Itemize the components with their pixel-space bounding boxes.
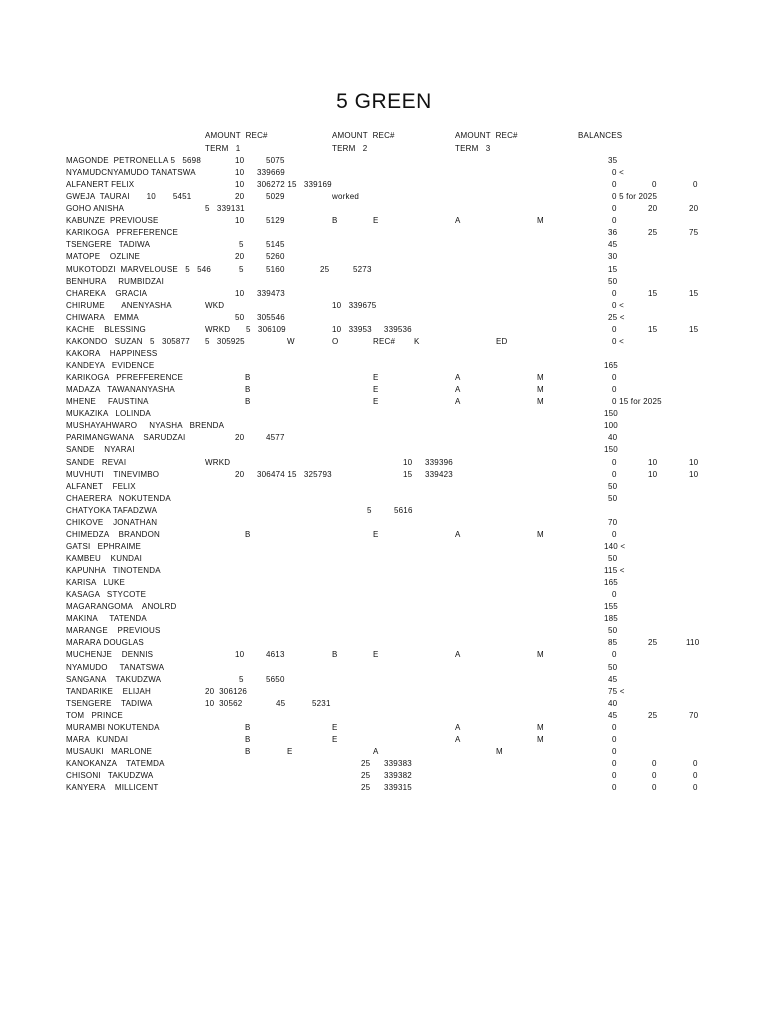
table-cell: 10 33953 339536	[332, 324, 412, 334]
table-cell: M	[496, 746, 503, 756]
table-row	[0, 506, 768, 518]
table-row	[0, 458, 768, 470]
table-cell: 15	[648, 324, 658, 334]
table-cell: 50	[608, 276, 618, 286]
column-header: AMOUNT REC#	[205, 131, 268, 140]
table-cell: E	[332, 734, 338, 744]
table-cell: M	[537, 529, 544, 539]
table-cell: 25	[648, 638, 658, 648]
table-cell: 25	[361, 759, 371, 768]
student-name: KABUNZE PREVIOUSE	[66, 216, 159, 226]
table-cell: 339396	[425, 457, 453, 467]
student-name: NYAMUDO TANATSWA	[66, 662, 165, 672]
student-name: PARIMANGWANA SARUDZAI	[66, 433, 186, 443]
table-cell: 306474 15 325793	[257, 469, 332, 479]
table-cell: E	[332, 722, 338, 732]
table-cell: B	[245, 529, 251, 539]
table-cell: 35	[608, 156, 618, 165]
student-name: MURAMBI NOKUTENDA	[66, 722, 160, 732]
table-cell: 0	[693, 783, 698, 793]
student-name: BENHURA RUMBIDZAI	[66, 276, 164, 286]
table-cell: E	[373, 650, 379, 660]
student-name: GOHO ANISHA	[66, 204, 125, 214]
table-cell: B	[245, 746, 251, 756]
column-header: TERM 2	[332, 144, 368, 153]
table-cell: 4577	[266, 433, 285, 443]
table-cell: 10	[403, 457, 413, 467]
table-cell: 15	[648, 288, 658, 298]
student-name: MUSAUKI MARLONE	[66, 746, 153, 756]
student-name: CHIMEDZA BRANDON	[66, 529, 161, 539]
table-row	[0, 735, 768, 747]
table-cell: 25	[361, 783, 371, 793]
table-row	[0, 216, 768, 228]
table-row	[0, 289, 768, 301]
student-name: TANDARIKE ELIJAH	[66, 686, 152, 696]
table-cell: E	[287, 746, 293, 756]
table-row	[0, 361, 768, 373]
student-name: SANDE NYARAI	[66, 445, 135, 455]
table-row	[0, 699, 768, 711]
table-cell: 339382	[384, 771, 412, 781]
column-header: AMOUNT REC#	[332, 131, 395, 140]
table-cell: 45	[608, 674, 618, 684]
table-cell: 185	[604, 614, 618, 624]
table-cell: 20	[648, 204, 658, 214]
table-cell: A	[455, 529, 461, 539]
table-row	[0, 337, 768, 349]
table-cell: 100	[604, 421, 618, 431]
student-name: SANGANA TAKUDZWA	[66, 674, 162, 684]
student-name: ALFANET FELIX	[66, 481, 136, 491]
student-name: KACHE BLESSING	[66, 324, 146, 334]
column-header: TERM 1	[205, 144, 241, 153]
table-row	[0, 723, 768, 735]
student-name: CHISONI TAKUDZWA	[66, 771, 154, 781]
table-cell: 5 306109	[246, 324, 286, 334]
table-row	[0, 397, 768, 409]
table-cell: 5	[239, 264, 244, 274]
table-cell: 0	[612, 204, 617, 214]
table-cell: 5273	[353, 264, 372, 274]
table-cell: 85	[608, 638, 618, 648]
table-cell: 5160	[266, 264, 285, 274]
table-cell: 0	[612, 288, 617, 298]
table-cell: 110	[686, 638, 700, 648]
table-cell: O	[332, 336, 339, 346]
table-row	[0, 192, 768, 204]
table-cell: M	[537, 373, 544, 383]
table-cell: 5	[239, 674, 244, 684]
table-cell: 0 <	[612, 300, 624, 310]
table-cell: A	[373, 746, 379, 756]
student-name: KARISA LUKE	[66, 578, 126, 588]
table-row	[0, 602, 768, 614]
student-name: MARANGE PREVIOUS	[66, 626, 161, 636]
student-name: TSENGERE TADIWA	[66, 698, 153, 708]
student-name: TOM PRINCE	[66, 710, 123, 720]
table-cell: 0	[612, 771, 617, 781]
table-row	[0, 313, 768, 325]
table-row	[0, 578, 768, 590]
student-name: MUKOTODZI MARVELOUSE 5 546	[66, 264, 212, 274]
table-row	[0, 240, 768, 252]
table-cell: 25 <	[608, 312, 625, 322]
table-cell: 339423	[425, 469, 453, 479]
table-cell: 4613	[266, 650, 285, 660]
table-row	[0, 433, 768, 445]
table-row	[0, 530, 768, 542]
table-cell: 10 339675	[332, 300, 377, 310]
student-name: KANYERA MILLICENT	[66, 783, 159, 793]
table-row	[0, 445, 768, 457]
table-row	[0, 228, 768, 240]
table-cell: 25	[320, 264, 330, 274]
table-cell: 10	[689, 457, 699, 467]
table-cell: 0	[693, 180, 698, 190]
table-cell: 0	[612, 180, 617, 190]
table-cell: 155	[604, 602, 618, 612]
student-name: MUCHENJE DENNIS	[66, 650, 154, 660]
page-title: 5 GREEN	[336, 90, 432, 113]
table-cell: 165	[604, 361, 618, 371]
table-row	[0, 252, 768, 264]
table-cell: A	[455, 397, 461, 407]
table-cell: 10	[648, 457, 658, 467]
table-cell: 0	[612, 722, 617, 732]
table-row	[0, 518, 768, 530]
column-header: AMOUNT REC#	[455, 131, 518, 140]
table-cell: 0	[612, 373, 617, 383]
table-cell: 0	[612, 324, 617, 334]
table-row	[0, 409, 768, 421]
table-cell: 0	[652, 759, 657, 768]
student-name: CHATYOKA TAFADZWA	[66, 505, 158, 515]
table-cell: 5 339131	[205, 204, 245, 214]
table-cell: 5	[367, 505, 372, 515]
table-cell: B	[245, 734, 251, 744]
student-name: KANDEYA EVIDENCE	[66, 361, 155, 371]
student-name: MAGARANGOMA ANOLRD	[66, 602, 177, 612]
table-row	[0, 759, 768, 771]
table-cell: E	[373, 529, 379, 539]
student-name: CHAERERA NOKUTENDA	[66, 493, 171, 503]
student-name: MUKAZIKA LOLINDA	[66, 409, 151, 419]
table-row	[0, 494, 768, 506]
student-name: SANDE REVAI	[66, 457, 127, 467]
table-cell: ED	[496, 336, 508, 346]
table-cell: 5145	[266, 240, 285, 250]
student-name: ALFANERT FELIX	[66, 180, 135, 190]
table-cell: K	[414, 336, 420, 346]
table-cell: 5129	[266, 216, 285, 226]
table-row	[0, 590, 768, 602]
table-cell: M	[537, 722, 544, 732]
table-row	[0, 421, 768, 433]
table-cell: 25	[648, 710, 658, 720]
table-cell: A	[455, 385, 461, 395]
student-name: MAGONDE PETRONELLA 5 5698	[66, 156, 201, 165]
table-cell: 339315	[384, 783, 412, 793]
table-row	[0, 301, 768, 313]
student-name: KAKONDO SUZAN 5 305877	[66, 336, 190, 346]
student-name: TSENGERE TADIWA	[66, 240, 151, 250]
table-cell: WRKD	[205, 457, 231, 467]
table-cell: 40	[608, 433, 618, 443]
table-cell: REC#	[373, 336, 396, 346]
table-row	[0, 482, 768, 494]
table-cell: 5 305925	[205, 336, 245, 346]
column-header: BALANCES	[578, 131, 623, 140]
table-row	[0, 277, 768, 289]
table-cell: 10	[689, 469, 699, 479]
table-cell: 45	[276, 698, 286, 708]
table-row	[0, 554, 768, 566]
student-name: MARARA DOUGLAS	[66, 638, 144, 648]
student-name: GWEJA TAURAI 10 5451	[66, 192, 192, 202]
table-cell: B	[332, 216, 338, 226]
table-cell: 0	[693, 771, 698, 781]
table-cell: WKD	[205, 300, 225, 310]
table-cell: 30	[608, 252, 618, 262]
table-cell: 0	[612, 216, 617, 226]
table-cell: B	[245, 722, 251, 732]
table-row	[0, 156, 768, 168]
table-cell: 10	[235, 180, 245, 190]
table-cell: 150	[604, 445, 618, 455]
table-cell: 0 5 for 2025	[612, 192, 658, 202]
table-cell: 15	[608, 264, 618, 274]
table-row	[0, 349, 768, 361]
table-cell: 115 <	[604, 566, 625, 576]
student-name: MHENE FAUSTINA	[66, 397, 149, 407]
student-name: NYAMUDCNYAMUDO TANATSWA	[66, 168, 196, 178]
table-cell: 10	[235, 168, 245, 178]
table-row	[0, 204, 768, 216]
table-cell: E	[373, 216, 379, 226]
table-cell: 10	[648, 469, 658, 479]
table-cell: 75 <	[608, 686, 625, 696]
table-row	[0, 168, 768, 180]
student-name: CHAREKA GRACIA	[66, 288, 148, 298]
table-cell: M	[537, 397, 544, 407]
table-cell: 25	[361, 771, 371, 781]
table-cell: 0 <	[612, 168, 624, 178]
table-row	[0, 711, 768, 723]
table-cell: 0	[612, 759, 617, 768]
table-cell: 20	[235, 433, 245, 443]
table-cell: WRKD	[205, 324, 231, 334]
table-row	[0, 614, 768, 626]
table-cell: 50	[608, 626, 618, 636]
table-cell: 10	[235, 288, 245, 298]
table-row	[0, 783, 768, 795]
table-cell: 40	[608, 698, 618, 708]
table-cell: 15	[689, 288, 699, 298]
table-cell: 0	[612, 590, 617, 600]
table-cell: 339669	[257, 168, 285, 178]
table-row	[0, 385, 768, 397]
table-cell: 306272 15 339169	[257, 180, 332, 190]
table-cell: 10	[235, 650, 245, 660]
student-name: MARA KUNDAI	[66, 734, 129, 744]
table-cell: 50	[608, 553, 618, 563]
table-cell: 25	[648, 228, 658, 238]
table-cell: 140 <	[604, 541, 626, 551]
student-name: CHIKOVE JONATHAN	[66, 517, 158, 527]
table-row	[0, 626, 768, 638]
table-cell: 50	[608, 662, 618, 672]
table-cell: E	[373, 373, 379, 383]
table-row	[0, 180, 768, 192]
table-cell: 5075	[266, 156, 285, 165]
table-cell: 305546	[257, 312, 285, 322]
table-cell: 0	[693, 759, 698, 768]
table-cell: 20 306126	[205, 686, 248, 696]
student-name: KAMBEU KUNDAI	[66, 553, 143, 563]
table-cell: A	[455, 373, 461, 383]
table-cell: 5029	[266, 192, 285, 202]
table-cell: 20	[689, 204, 699, 214]
student-name: CHIRUME ANENYASHA	[66, 300, 172, 310]
table-cell: 15	[689, 324, 699, 334]
table-cell: 20	[235, 252, 245, 262]
table-cell: 10 30562	[205, 698, 245, 708]
table-cell: M	[537, 385, 544, 395]
table-cell: M	[537, 734, 544, 744]
table-cell: 0	[652, 180, 657, 190]
column-header: TERM 3	[455, 144, 491, 153]
table-cell: 70	[608, 517, 618, 527]
table-cell: B	[245, 373, 251, 383]
table-cell: 5650	[266, 674, 285, 684]
table-cell: 0	[612, 650, 617, 660]
table-row	[0, 542, 768, 554]
student-name: MADAZA TAWANANYASHA	[66, 385, 175, 395]
table-cell: 0	[612, 783, 617, 793]
table-cell: A	[455, 734, 461, 744]
table-cell: 36	[608, 228, 618, 238]
table-cell: 5231	[312, 698, 331, 708]
table-cell: 45	[608, 240, 618, 250]
table-row	[0, 638, 768, 650]
student-name: KARIKOGA PFREFFERENCE	[66, 373, 184, 383]
table-cell: 75	[689, 228, 699, 238]
student-name: GATSI EPHRAIME	[66, 541, 142, 551]
table-row	[0, 747, 768, 759]
table-row	[0, 687, 768, 699]
student-name: KAPUNHA TINOTENDA	[66, 566, 161, 576]
table-cell: 10	[235, 156, 245, 165]
table-cell: 5	[239, 240, 244, 250]
table-row	[0, 566, 768, 578]
table-cell: 45	[608, 710, 618, 720]
table-cell: 0	[652, 771, 657, 781]
table-row	[0, 470, 768, 482]
table-row	[0, 663, 768, 675]
student-name: MUSHAYAHWARO NYASHA BRENDA	[66, 421, 225, 431]
table-cell: 50	[235, 312, 245, 322]
table-cell: 0	[612, 457, 617, 467]
table-cell: 10	[235, 216, 245, 226]
table-cell: 0	[612, 746, 617, 756]
table-cell: worked	[332, 192, 359, 202]
table-cell: 5260	[266, 252, 285, 262]
table-row	[0, 650, 768, 662]
table-cell: 0 15 for 2025	[612, 397, 662, 407]
table-row	[0, 675, 768, 687]
table-cell: 0 <	[612, 336, 624, 346]
table-cell: 339383	[384, 759, 412, 768]
student-name: MUVHUTI TINEVIMBO	[66, 469, 160, 479]
table-cell: A	[455, 216, 461, 226]
table-cell: 165	[604, 578, 618, 588]
student-name: KARIKOGA PFREFERENCE	[66, 228, 178, 238]
student-name: MATOPE OZLINE	[66, 252, 141, 262]
table-cell: 0	[612, 469, 617, 479]
table-cell: A	[455, 722, 461, 732]
student-name: MAKINA TATENDA	[66, 614, 147, 624]
table-row	[0, 265, 768, 277]
table-cell: 0	[612, 734, 617, 744]
table-cell: 0	[652, 783, 657, 793]
table-cell: 5616	[394, 505, 413, 515]
table-cell: 50	[608, 493, 618, 503]
table-cell: E	[373, 385, 379, 395]
table-cell: 20	[235, 469, 245, 479]
table-cell: A	[455, 650, 461, 660]
table-row	[0, 325, 768, 337]
table-row	[0, 373, 768, 385]
table-cell: 150	[604, 409, 618, 419]
student-name: KANOKANZA TATEMDA	[66, 759, 165, 768]
table-cell: B	[245, 397, 251, 407]
table-row	[0, 771, 768, 783]
table-cell: M	[537, 216, 544, 226]
student-name: KAKORA HAPPINESS	[66, 348, 158, 358]
table-cell: E	[373, 397, 379, 407]
table-cell: B	[245, 385, 251, 395]
table-cell: 20	[235, 192, 245, 202]
table-cell: 0	[612, 529, 617, 539]
table-cell: B	[332, 650, 338, 660]
student-name: KASAGA STYCOTE	[66, 590, 147, 600]
table-cell: W	[287, 336, 295, 346]
table-cell: 70	[689, 710, 699, 720]
table-cell: M	[537, 650, 544, 660]
table-cell: 50	[608, 481, 618, 491]
table-cell: 15	[403, 469, 413, 479]
student-name: CHIWARA EMMA	[66, 312, 139, 322]
table-cell: 339473	[257, 288, 285, 298]
table-cell: 0	[612, 385, 617, 395]
